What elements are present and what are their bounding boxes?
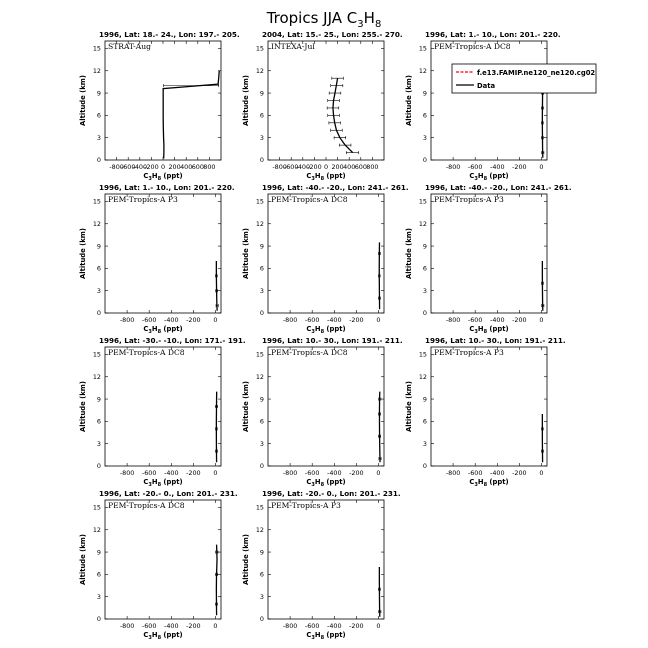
x-axis-label: $C_3H_8$ (ppt) xyxy=(469,172,509,182)
y-axis-label: Altitude (km) xyxy=(405,381,413,432)
x-axis-label: $C_3H_8$ (ppt) xyxy=(306,172,346,182)
panel-header: 1996, Lat: -20.- 0., Lon: 201.- 231. xyxy=(262,489,401,498)
x-tick-label: 0 xyxy=(539,163,544,171)
panel-8 xyxy=(242,336,403,488)
panel-label: PEM-Tropics-A DC8 xyxy=(108,501,185,510)
x-tick-label: -800 xyxy=(445,163,461,171)
y-tick-label: 9 xyxy=(259,395,264,404)
y-tick-label: 0 xyxy=(259,309,264,318)
panel-frame xyxy=(105,194,221,313)
panel-label: PEM-Tropics-A DC8 xyxy=(434,42,511,51)
y-tick-label: 6 xyxy=(96,264,101,273)
y-tick-label: 6 xyxy=(259,417,264,426)
y-tick-label: 12 xyxy=(418,219,427,228)
x-tick-label: -600 xyxy=(141,622,157,630)
y-tick-label: 3 xyxy=(259,286,264,295)
x-tick-label: 0 xyxy=(376,469,381,477)
x-tick-label: -600 xyxy=(141,469,157,477)
y-tick-label: 12 xyxy=(418,66,427,75)
panel-frame xyxy=(268,347,384,466)
x-tick-label: -600 xyxy=(141,316,157,324)
x-tick-label: -400 xyxy=(164,469,179,477)
x-tick-label: 600 xyxy=(191,163,204,171)
y-tick-label: 9 xyxy=(96,242,101,251)
y-tick-label: 6 xyxy=(422,111,427,120)
y-tick-label: 12 xyxy=(92,219,101,228)
y-tick-label: 0 xyxy=(259,462,264,471)
x-tick-label: 200 xyxy=(168,163,181,171)
x-tick-label: -400 xyxy=(327,469,342,477)
x-tick-label: -200 xyxy=(349,469,364,477)
panel-7 xyxy=(79,336,246,488)
legend-model-label: f.e13.FAMIP.ne120_ne120.cg02 xyxy=(477,69,596,77)
x-tick-label: -800 xyxy=(445,316,461,324)
y-tick-label: 0 xyxy=(96,156,101,165)
y-tick-label: 15 xyxy=(255,503,264,512)
x-axis-label: $C_3H_8$ (ppt) xyxy=(469,325,509,335)
y-axis-label: Altitude (km) xyxy=(242,534,250,585)
y-axis-label: Altitude (km) xyxy=(405,75,413,126)
x-tick-label: -200 xyxy=(186,316,201,324)
panels-container xyxy=(79,30,572,641)
panel-11 xyxy=(242,489,401,641)
y-tick-label: 15 xyxy=(255,350,264,359)
panel-frame xyxy=(105,500,221,619)
panel-4 xyxy=(79,183,235,335)
y-tick-label: 0 xyxy=(422,156,427,165)
panel-label: PEM-Tropics-A P3 xyxy=(108,195,178,204)
x-tick-label: -200 xyxy=(144,163,159,171)
panel-2 xyxy=(242,30,403,182)
y-tick-label: 3 xyxy=(259,439,264,448)
x-tick-label: -400 xyxy=(490,163,505,171)
x-tick-label: 0 xyxy=(539,316,544,324)
panel-label: PEM-Tropics-A P3 xyxy=(434,348,504,357)
x-tick-label: 0 xyxy=(323,163,329,171)
data-series-line xyxy=(379,392,380,463)
y-tick-label: 12 xyxy=(255,525,264,534)
panel-header: 1996, Lat: -40.- -20., Lon: 241.- 261. xyxy=(425,183,572,192)
y-tick-label: 6 xyxy=(422,264,427,273)
y-tick-label: 9 xyxy=(96,395,101,404)
x-tick-label: -400 xyxy=(295,163,311,171)
panel-label: PEM-Tropics-A P3 xyxy=(434,195,504,204)
x-tick-label: 600 xyxy=(354,163,367,171)
panel-header: 1996, Lat: 10.- 30., Lon: 191.- 211. xyxy=(425,336,566,345)
x-tick-label: -600 xyxy=(467,316,483,324)
x-tick-label: 0 xyxy=(539,469,544,477)
x-tick-label: -200 xyxy=(307,163,322,171)
y-axis-label: Altitude (km) xyxy=(79,228,87,279)
y-tick-label: 3 xyxy=(96,592,101,601)
panel-frame xyxy=(431,347,547,466)
y-tick-label: 9 xyxy=(96,89,101,98)
y-tick-label: 0 xyxy=(422,309,427,318)
y-tick-label: 6 xyxy=(96,417,101,426)
y-tick-label: 12 xyxy=(418,372,427,381)
x-tick-label: -800 xyxy=(272,163,287,171)
y-tick-label: 9 xyxy=(259,242,264,251)
x-tick-label: -800 xyxy=(445,469,461,477)
y-tick-label: 3 xyxy=(259,133,264,142)
panel-label: STRAT-Aug xyxy=(108,42,151,51)
y-tick-label: 0 xyxy=(96,309,101,318)
x-tick-label: -200 xyxy=(349,316,364,324)
panel-label: PEM-Tropics-A DC8 xyxy=(271,348,348,357)
y-tick-label: 6 xyxy=(96,570,101,579)
x-tick-label: 0 xyxy=(213,316,218,324)
x-tick-label: -400 xyxy=(164,316,179,324)
y-axis-label: Altitude (km) xyxy=(79,75,87,126)
x-tick-label: -600 xyxy=(304,622,320,630)
x-tick-label: -400 xyxy=(490,316,505,324)
y-tick-label: 9 xyxy=(96,548,101,557)
y-axis-label: Altitude (km) xyxy=(242,381,250,432)
x-tick-label: -400 xyxy=(327,622,342,630)
y-tick-label: 3 xyxy=(96,439,101,448)
y-tick-label: 12 xyxy=(255,219,264,228)
y-tick-label: 12 xyxy=(92,372,101,381)
panel-1 xyxy=(79,30,240,182)
panel-header: 1996, Lat: 18.- 24., Lon: 197.- 205. xyxy=(99,30,240,39)
y-axis-label: Altitude (km) xyxy=(405,228,413,279)
y-tick-label: 6 xyxy=(259,111,264,120)
y-tick-label: 15 xyxy=(92,44,101,53)
legend xyxy=(452,64,596,93)
y-tick-label: 0 xyxy=(96,462,101,471)
y-tick-label: 9 xyxy=(422,395,427,404)
y-tick-label: 3 xyxy=(422,286,427,295)
panel-header: 1996, Lat: -30.- -10., Lon: 171.- 191. xyxy=(99,336,246,345)
panel-frame xyxy=(105,347,221,466)
panel-header: 1996, Lat: 1.- 10., Lon: 201.- 220. xyxy=(99,183,235,192)
x-tick-label: -800 xyxy=(119,622,135,630)
x-tick-label: 800 xyxy=(203,163,216,171)
x-tick-label: 800 xyxy=(366,163,379,171)
x-tick-label: 0 xyxy=(160,163,166,171)
legend-data-label: Data xyxy=(477,82,496,90)
y-tick-label: 0 xyxy=(96,615,101,624)
y-tick-label: 3 xyxy=(422,133,427,142)
x-tick-label: -200 xyxy=(349,622,364,630)
y-tick-label: 0 xyxy=(259,156,264,165)
x-axis-label: $C_3H_8$ (ppt) xyxy=(143,478,183,488)
x-tick-label: -200 xyxy=(512,316,527,324)
panel-header: 1996, Lat: 1.- 10., Lon: 201.- 220. xyxy=(425,30,561,39)
x-tick-label: -800 xyxy=(282,622,298,630)
x-tick-label: -200 xyxy=(512,469,527,477)
x-tick-label: -800 xyxy=(109,163,124,171)
x-tick-label: -600 xyxy=(120,163,136,171)
panel-header: 1996, Lat: 10.- 30., Lon: 191.- 211. xyxy=(262,336,403,345)
y-tick-label: 0 xyxy=(422,462,427,471)
y-tick-label: 15 xyxy=(418,197,427,206)
panel-5 xyxy=(242,183,409,335)
y-tick-label: 9 xyxy=(422,242,427,251)
x-tick-label: -800 xyxy=(282,316,298,324)
y-tick-label: 3 xyxy=(422,439,427,448)
x-axis-label: $C_3H_8$ (ppt) xyxy=(469,478,509,488)
y-tick-label: 6 xyxy=(259,264,264,273)
y-tick-label: 6 xyxy=(422,417,427,426)
y-tick-label: 15 xyxy=(255,197,264,206)
panel-header: 1996, Lat: -40.- -20., Lon: 241.- 261. xyxy=(262,183,409,192)
y-tick-label: 6 xyxy=(96,111,101,120)
panel-frame xyxy=(268,500,384,619)
x-tick-label: -600 xyxy=(304,469,320,477)
y-tick-label: 9 xyxy=(259,548,264,557)
panel-label: PEM-Tropics-A P3 xyxy=(271,501,341,510)
y-tick-label: 12 xyxy=(92,525,101,534)
panel-frame xyxy=(268,194,384,313)
x-tick-label: 0 xyxy=(376,622,381,630)
x-axis-label: $C_3H_8$ (ppt) xyxy=(143,631,183,641)
data-series-line xyxy=(216,261,217,311)
x-axis-label: $C_3H_8$ (ppt) xyxy=(143,325,183,335)
x-tick-label: 0 xyxy=(213,469,218,477)
x-tick-label: -200 xyxy=(512,163,527,171)
x-tick-label: -200 xyxy=(186,469,201,477)
y-axis-label: Altitude (km) xyxy=(79,534,87,585)
x-tick-label: 0 xyxy=(376,316,381,324)
panel-3 xyxy=(405,30,561,182)
figure-title: Tropics JJA $C_3H_8$ xyxy=(266,9,382,30)
panel-frame xyxy=(431,194,547,313)
y-tick-label: 15 xyxy=(418,350,427,359)
panel-header: 1996, Lat: -20.- 0., Lon: 201.- 231. xyxy=(99,489,238,498)
panel-label: PEM-Tropics-A DC8 xyxy=(271,195,348,204)
x-tick-label: -600 xyxy=(467,469,483,477)
panel-frame xyxy=(268,41,384,160)
x-tick-label: -600 xyxy=(304,316,320,324)
panel-9 xyxy=(405,336,566,488)
x-tick-label: -400 xyxy=(490,469,505,477)
panel-6 xyxy=(405,183,572,335)
x-tick-label: -400 xyxy=(327,316,342,324)
y-tick-label: 9 xyxy=(422,89,427,98)
x-tick-label: 200 xyxy=(331,163,344,171)
panel-frame xyxy=(431,41,547,160)
data-series-line xyxy=(163,71,219,159)
y-tick-label: 15 xyxy=(92,197,101,206)
y-tick-label: 3 xyxy=(96,133,101,142)
x-tick-label: 400 xyxy=(180,163,193,171)
x-axis-label: $C_3H_8$ (ppt) xyxy=(306,631,346,641)
panel-header: 2004, Lat: 15.- 25., Lon: 255.- 270. xyxy=(262,30,403,39)
x-tick-label: 400 xyxy=(343,163,356,171)
y-tick-label: 15 xyxy=(255,44,264,53)
panel-label: PEM-Tropics-A DC8 xyxy=(108,348,185,357)
y-axis-label: Altitude (km) xyxy=(242,75,250,126)
y-tick-label: 3 xyxy=(259,592,264,601)
y-axis-label: Altitude (km) xyxy=(242,228,250,279)
panel-10 xyxy=(79,489,238,641)
x-tick-label: -800 xyxy=(119,316,135,324)
x-axis-label: $C_3H_8$ (ppt) xyxy=(143,172,183,182)
x-axis-label: $C_3H_8$ (ppt) xyxy=(306,325,346,335)
y-tick-label: 15 xyxy=(92,350,101,359)
x-tick-label: -400 xyxy=(132,163,148,171)
y-tick-label: 15 xyxy=(418,44,427,53)
y-axis-label: Altitude (km) xyxy=(79,381,87,432)
y-tick-label: 15 xyxy=(92,503,101,512)
panel-label: INTEXA-Jul xyxy=(271,42,315,51)
x-tick-label: -800 xyxy=(119,469,135,477)
y-tick-label: 3 xyxy=(96,286,101,295)
y-tick-label: 9 xyxy=(259,89,264,98)
x-tick-label: -200 xyxy=(186,622,201,630)
x-tick-label: -600 xyxy=(283,163,299,171)
y-tick-label: 12 xyxy=(255,66,264,75)
x-tick-label: 0 xyxy=(213,622,218,630)
data-series-line xyxy=(216,545,217,616)
y-tick-label: 12 xyxy=(255,372,264,381)
y-tick-label: 0 xyxy=(259,615,264,624)
x-axis-label: $C_3H_8$ (ppt) xyxy=(306,478,346,488)
y-tick-label: 6 xyxy=(259,570,264,579)
x-tick-label: -400 xyxy=(164,622,179,630)
y-tick-label: 12 xyxy=(92,66,101,75)
x-tick-label: -600 xyxy=(467,163,483,171)
x-tick-label: -800 xyxy=(282,469,298,477)
